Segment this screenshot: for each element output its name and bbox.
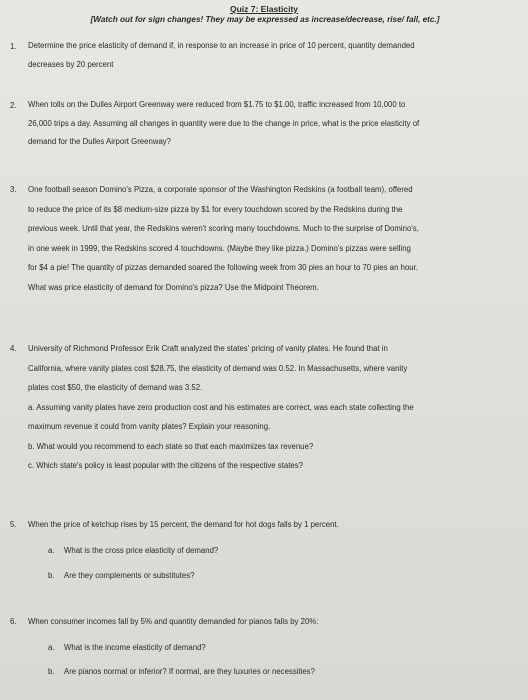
question-5-number: 5. (10, 520, 17, 529)
question-4 (28, 339, 414, 476)
question-4b: b. What would you recommend to each state so that each maximizes tax revenue? (28, 441, 314, 451)
question-4-line: plates cost $50, the elasticity of demand was 3.52. (28, 383, 203, 392)
question-3-line: One football season Domino's Pizza, a corporate sponsor of the Washington Redskins (a football team), offered (28, 185, 413, 194)
question-3-line: What was price elasticity of demand for Domino's pizza? Use the Midpoint Theorem. (28, 282, 319, 292)
question-3 (28, 180, 419, 297)
question-3-line: previous week. Until that year, the Redskins weren't scoring many touchdowns. Much to the surprise of Domino's, (28, 224, 419, 233)
question-5b-letter: b. (48, 571, 55, 580)
question-2-line: 26,000 trips a day. Assuming all changes in quantity were due to the change in price, what is the price elasticity of (28, 118, 420, 128)
question-5a (48, 546, 218, 555)
question-5a-text: What is the cross price elasticity of demand? (64, 546, 219, 555)
question-3-number: 3. (10, 185, 17, 194)
question-6a (48, 643, 206, 652)
question-1-line: Determine the price elasticity of demand if, in response to an increase in price of 10 percent, quantity demanded (28, 41, 415, 50)
question-6a-text: What is the income elasticity of demand? (64, 643, 206, 652)
question-1-number: 1. (10, 42, 17, 51)
question-4c: c. Which state's policy is least popular with the citizens of the respective states? (28, 461, 303, 470)
question-2-line: When tolls on the Dulles Airport Greenway were reduced from $1.75 to $1.00, traffic increased from 10,000 to (28, 100, 406, 109)
question-6-number: 6. (10, 617, 17, 626)
quiz-instructions: [Watch out for sign changes! They may be expressed as increase/decrease, rise/ fall, etc.] (90, 15, 440, 24)
question-1-line: decreases by 20 percent (28, 59, 114, 69)
quiz-title: Quiz 7: Elasticity (229, 4, 299, 14)
question-2-line: demand for the Dulles Airport Greenway? (28, 137, 172, 146)
question-4-number: 4. (10, 344, 17, 353)
question-4-line: University of Richmond Professor Erik Craft analyzed the states' pricing of vanity plates. He found that in (28, 344, 388, 353)
question-6b-text: Are pianos normal or inferior? If normal, are they luxuries or necessities? (64, 667, 315, 676)
question-5-text: When the price of ketchup rises by 15 percent, the demand for hot dogs falls by 1 percent. (28, 520, 339, 529)
question-5b (48, 571, 194, 580)
question-6b (48, 667, 315, 676)
question-6a-letter: a. (48, 643, 55, 652)
question-6-text: When consumer incomes fall by 5% and quantity demanded for pianos falls by 20%: (28, 617, 319, 626)
question-3-line: in one week in 1999, the Redskins scored 4 touchdowns. (Maybe they like pizza.) Domino's pizzas were selling (28, 243, 411, 253)
question-2 (28, 96, 419, 152)
question-4-line: California, where vanity plates cost $28.75, the elasticity of demand was 0.52. In Massachusetts, where vanity (28, 363, 408, 373)
question-1 (28, 37, 415, 74)
question-6b-letter: b. (48, 667, 55, 676)
question-3-line: for $4 a pie! The quantity of pizzas demanded soared the following week from 30 pies an hour to 70 pies an hour. (28, 263, 418, 272)
question-4a-line: maximum revenue it could from vanity plates? Explain your reasoning. (28, 422, 271, 431)
question-2-number: 2. (10, 101, 17, 110)
question-5a-letter: a. (48, 546, 55, 555)
question-5b-text: Are they complements or substitutes? (64, 571, 195, 580)
question-3-line: to reduce the price of its $8 medium-size pizza by $1 for every touchdown scored by the Redskins during the (28, 204, 403, 214)
question-4a: a. Assuming vanity plates have zero production cost and his estimates are correct, was each state collecting the (28, 402, 414, 412)
